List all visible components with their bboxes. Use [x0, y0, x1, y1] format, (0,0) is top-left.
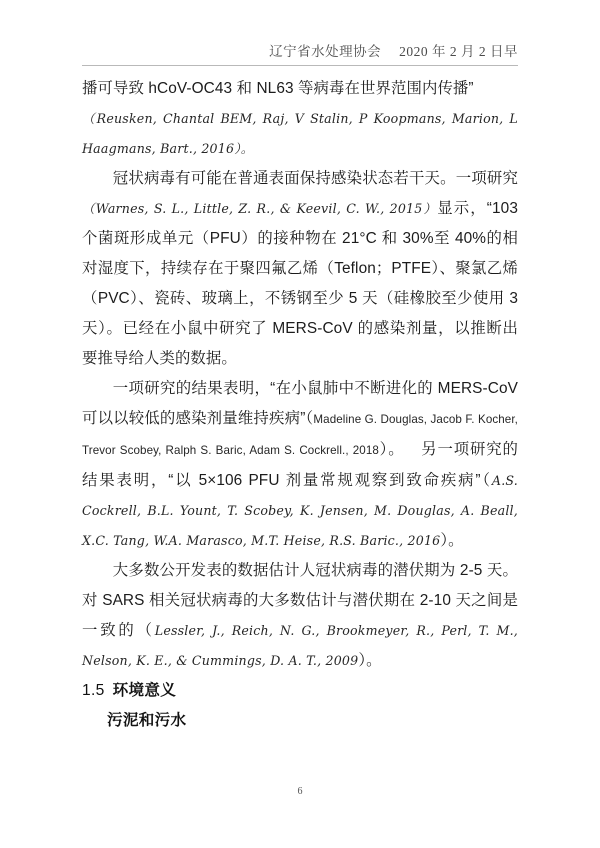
paragraph-2: [82, 164, 518, 374]
paragraph-3-text-b: ）。: [378, 441, 405, 458]
paragraph-3-text-a: 一项研究的结果表明，“在小鼠肺中不断进化的 MERS-CoV 可以以较低的感染剂量维持疾病”（: [82, 380, 518, 427]
paragraph-4-reference: Lessler, J., Reich, N. G., Brookmeyer, R., Perl, T. M., Nelson, K. E., & Cummings, D. A. T., 2009: [82, 623, 518, 668]
paragraph-1-lead: 播可导致 hCoV-OC43 和 NL63 等病毒在世界范围内传播”: [82, 80, 474, 97]
section-title: 环境意义: [112, 682, 177, 699]
page-number: 6: [297, 786, 303, 797]
page-header: [82, 40, 518, 66]
paragraph-2-reference: （Warnes, S. L., Little, Z. R., & Keevil, C. W., 2015）: [82, 201, 438, 216]
paragraph-3-text-d: ）。: [440, 532, 464, 549]
header-date: 2020 年 2 月 2 日早: [399, 44, 518, 59]
paragraph-4-text-b: ）。: [358, 652, 382, 669]
paragraph-3: [82, 374, 518, 556]
paragraph-1: [82, 74, 518, 164]
paragraph-3-reference-b: A.S. Cockrell, B.L. Yount, T. Scobey, K. Jensen, M. Douglas, A. Beall, X.C. Tang, W.A. Marasco, M.T. Heise, R.S. Baric., 2016: [82, 473, 518, 548]
paragraph-4: [82, 556, 518, 676]
section-heading: [82, 676, 518, 706]
paragraph-3-text-c: 另一项研究的结果表明，“以 5×106 PFU 剂量常规观察到致命疾病”（: [82, 441, 518, 489]
section-number: 1.5: [82, 682, 105, 699]
paragraph-2-text-b: 显示，“103 个菌斑形成单元（PFU）的接种物在 21°C 和 30%至 40%的相对湿度下，持续存在于聚四氟乙烯（Teflon；PTFE）、聚氯乙烯（PVC）、瓷砖、玻璃上，不锈钢至少 5 天（硅橡胶至少使用 3 天）。已经在小鼠中研究了 MERS-CoV 的感染剂量，以推断出要推导给人类的数据。: [82, 200, 518, 367]
paragraph-4-text-a: 大多数公开发表的数据估计人冠状病毒的潜伏期为 2-5 天。对 SARS 相关冠状病毒的大多数估计与潜伏期在 2-10 天之间是一致的（: [82, 562, 518, 639]
header-organization: 辽宁省水处理协会: [269, 44, 382, 59]
paragraph-1-reference: （Reusken, Chantal BEM, Raj, V Stalin, P Koopmans, Marion, L Haagmans, Bart., 2016）。: [82, 111, 518, 156]
paragraph-2-text-a: 冠状病毒有可能在普通表面保持感染状态若干天。一项研究: [112, 170, 518, 187]
document-body: [82, 74, 518, 736]
paragraph-3-reference-sans: Madeline G. Douglas, Jacob F. Kocher, Trevor Scobey, Ralph S. Baric, Adam S. Cockrell., 2018: [82, 413, 518, 457]
subsection-heading: 污泥和污水: [106, 712, 187, 729]
